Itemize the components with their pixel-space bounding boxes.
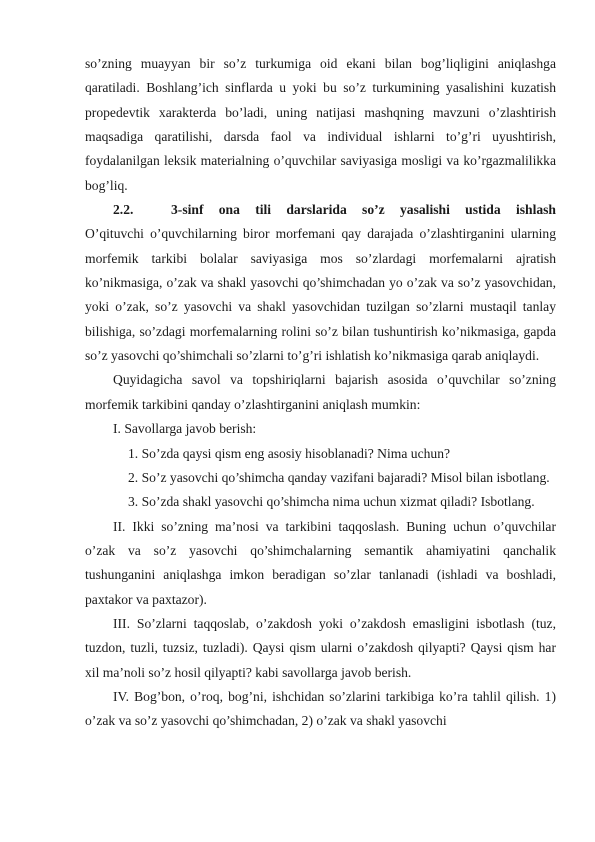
question-three: 3. So’zda shakl yasovchi qo’shimcha nima uchun xizmat qiladi? Isbotlang. <box>128 494 535 510</box>
question-two: 2. So’z yasovchi qo’shimcha qanday vazifani bajaradi? Misol bilan isbotlang. <box>128 469 550 485</box>
paragraph-section-four: IV. Bog’bon, o’roq, bog’ni, ishchidan so’zlarini tarkibiga ko’ra tahlil qilish. 1) o’zak va so’z yasovchi qo’shimchadan, 2) o’zak va shakl yasovchi <box>85 688 556 729</box>
paragraph-section-two: II. Ikki so’zning ma’nosi va tarkibini taqqoslash. Buning uchun o’quvchilar o’zak va so’z yasovchi qo’shimchalarning semantik ahamiyatini qanchalik tushunganini aniqlashga imkon beradigan so’zlar tanlanadi (ishladi va boshladi, paxtakor va paxtazor). <box>85 518 556 607</box>
paragraph-tasks-intro: Quyidagicha savol va topshiriqlarni bajarish asosida o’quvchilar so’zning morfemik tarkibini qanday o’zlashtirganini aniqlash mumkin: <box>85 372 556 412</box>
paragraph-section-three: III. So’zlarni taqqoslab, o’zakdosh yoki o’zakdosh emasligini isbotlash (tuz, tuzdon, tuzli, tuzsiz, tuzladi). Qaysi qism ularni o’zakdosh qilyapti? Qaysi qism har xil ma’noli so’z hosil qilyapti? kabi savollarga javob berish. <box>85 615 556 680</box>
section-heading <box>85 198 556 222</box>
text-column <box>85 52 556 734</box>
section-title: 3-sinf ona tili darslarida so’z yasalishi ustida ishlash <box>171 202 556 218</box>
paragraph-section-one: I. Savollarga javob berish: <box>113 421 257 437</box>
paragraph-continuation: so’zning muayyan bir so’z turkumiga oid ekani bilan bog’liqligini aniqlashga qaratiladi. Boshlang’ich sinflarda u yoki bu so’z turkumining yasalishini kuzatish propedevtik xarakterda bo’ladi, uning natijasi mashqning mavzuni o’zlashtirish maqsadiga qaratilishi, darsda faol va individual ishlarni to’g’ri uyushtirish, foydalanilgan leksik materialning o’quvchilar saviyasiga mosligi va ko’rgazmalilikka bog’liq. <box>85 56 556 193</box>
question-one: 1. So’zda qaysi qism eng asosiy hisoblanadi? Nima uchun? <box>128 445 451 461</box>
section-number: 2.2. <box>113 202 134 218</box>
paragraph-teacher-assessment: O’qituvchi o’quvchilarning biror morfemani qay darajada o’zlashtirganini ularning morfemik tarkibi bolalar saviyasiga mos so’zlardagi morfemalarni ajratish ko’nikmasiga, o’zak va shakl yasovchi qo’shimchadan yo o’zak va so’z yasovchidan, yoki o’zak, so’z yasovchi va shakl yasovchidan tuzilgan so’zlarni mustaqil tanlay bilishiga, so’zdagi morfemalarning rolini so’z bilan tushuntirish ko’nikmasiga, gapda so’z yasovchi qo’shimchali so’zlarni to’g’ri ishlatish ko’nikmasiga qarab aniqlaydi. <box>85 226 556 364</box>
